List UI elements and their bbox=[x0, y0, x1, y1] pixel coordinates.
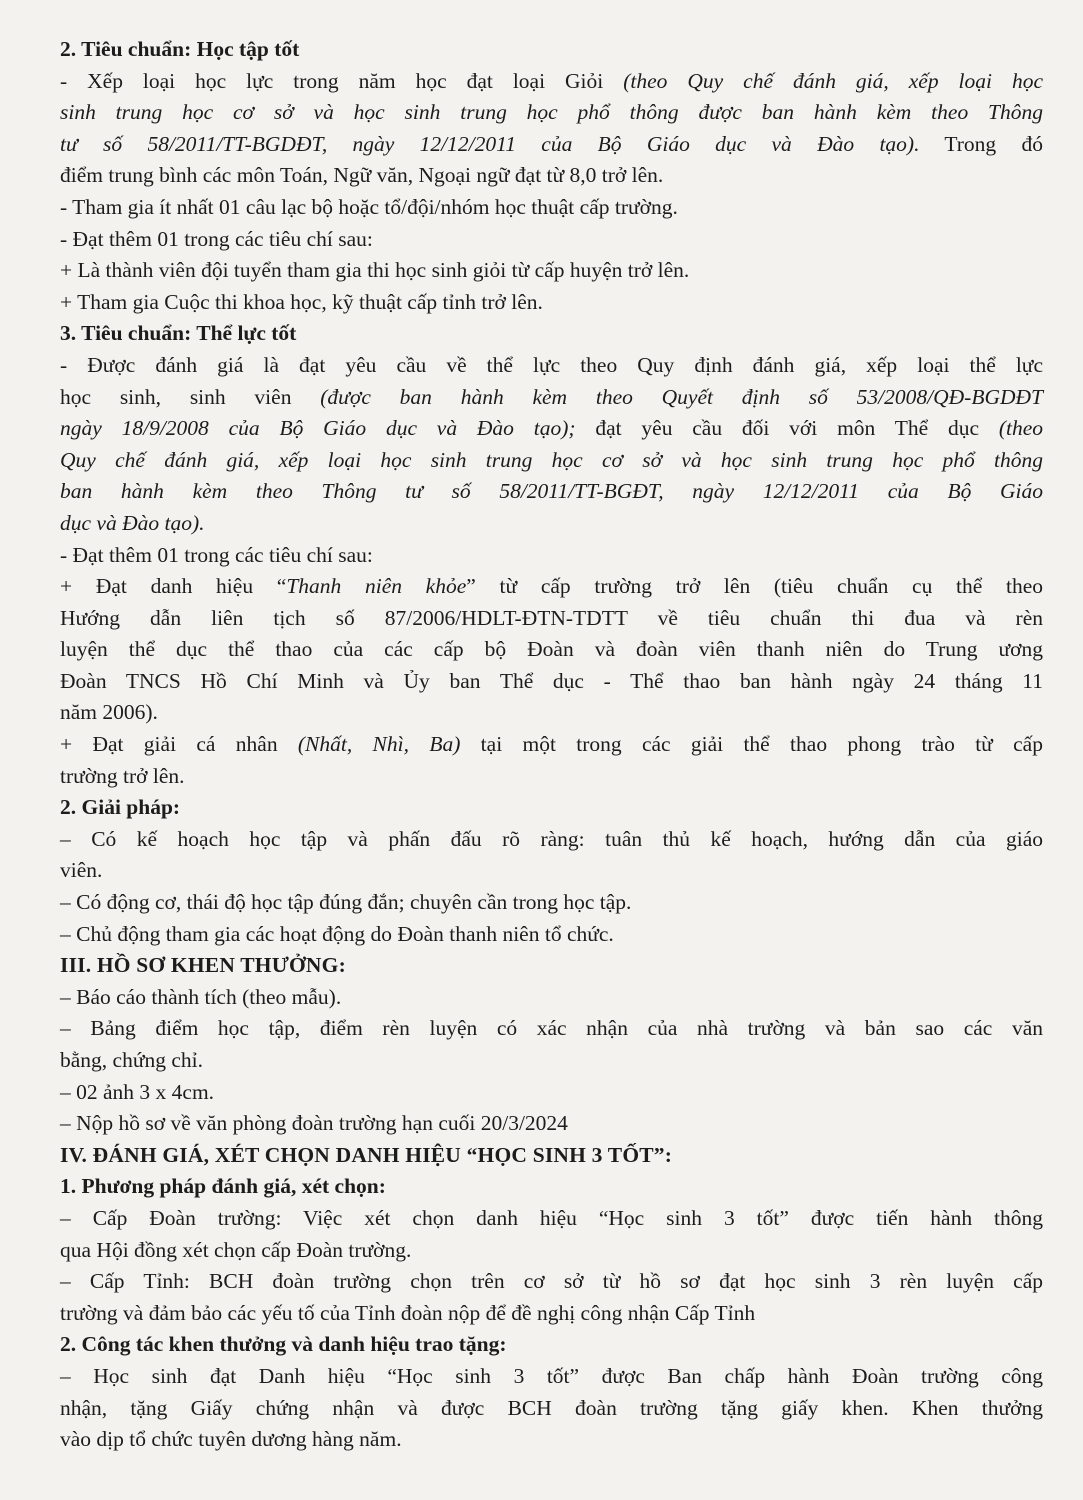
ho-so-bullet-2-end: bằng, chứng chỉ. bbox=[60, 1048, 204, 1072]
giai-phap-bullet-1-end: viên. bbox=[60, 858, 103, 883]
the-luc-bullet-1-cont: học sinh, sinh viên (được ban hành kèm theo Quyết định số 53/2008/QĐ-BGDĐT bbox=[60, 384, 1043, 409]
giai-phap-bullet-2: – Có động cơ, thái độ học tập đúng đắn; chuyên cần trong học tập. bbox=[60, 890, 632, 915]
the-luc-criteria-2-end: trường trở lên. bbox=[60, 763, 185, 788]
hoc-tap-bullet-1-end: điểm trung bình các môn Toán, Ngữ văn, Ngoại ngữ đạt từ 8,0 trở lên. bbox=[60, 163, 664, 188]
phuong-phap-bullet-2: – Cấp Tỉnh: BCH đoàn trường chọn trên cơ sở từ hồ sơ đạt học sinh 3 rèn luyện cấp bbox=[60, 1269, 1043, 1294]
the-luc-bullet-1-cont: ngày 18/9/2008 của Bộ Giáo dục và Đào tạo); đạt yêu cầu đối với môn Thể dục (theo bbox=[60, 416, 1043, 441]
the-luc-criteria-1-cont: Hướng dẫn liên tịch số 87/2006/HDLT-ĐTN-TDTT về tiêu chuẩn thi đua và rèn bbox=[60, 605, 1043, 630]
phuong-phap-bullet-2-end: trường và đảm bảo các yếu tố của Tỉnh đoàn nộp để đề nghị công nhận Cấp Tỉnh bbox=[60, 1300, 756, 1325]
phuong-phap-bullet-1-end: qua Hội đồng xét chọn cấp Đoàn trường. bbox=[60, 1237, 412, 1262]
the-luc-bullet-1-cont: Quy chế đánh giá, xếp loại học sinh trung học cơ sở và học sinh trung học phổ thông bbox=[60, 447, 1043, 472]
ho-so-bullet-1: – Báo cáo thành tích (theo mẫu). bbox=[60, 984, 342, 1009]
the-luc-criteria-1: + Đạt danh hiệu “Thanh niên khỏe” từ cấp trường trở lên (tiêu chuẩn cụ thể theo bbox=[60, 574, 1043, 599]
heading-hoc-tap: 2. Tiêu chuẩn: Học tập tốt bbox=[60, 37, 300, 61]
the-luc-criteria-1-cont: Đoàn TNCS Hồ Chí Minh và Ủy ban Thể dục - Thể thao ban hành ngày 24 tháng 11 bbox=[60, 668, 1043, 693]
ho-so-bullet-3: – 02 ảnh 3 x 4cm. bbox=[60, 1079, 215, 1104]
subheading-khen-thuong: 2. Công tác khen thưởng và danh hiệu trao tặng: bbox=[60, 1332, 507, 1357]
heading-danh-gia: IV. ĐÁNH GIÁ, XÉT CHỌN DANH HIỆU “HỌC SINH 3 TỐT”: bbox=[60, 1142, 673, 1167]
subheading-phuong-phap: 1. Phương pháp đánh giá, xét chọn: bbox=[60, 1174, 386, 1199]
hoc-tap-bullet-2: - Tham gia ít nhất 01 câu lạc bộ hoặc tổ/đội/nhóm học thuật cấp trường. bbox=[60, 194, 678, 219]
giai-phap-bullet-3: – Chủ động tham gia các hoạt động do Đoàn thanh niên tổ chức. bbox=[60, 921, 614, 946]
hoc-tap-bullet-1-cont: tư số 58/2011/TT-BGDĐT, ngày 12/12/2011 của Bộ Giáo dục và Đào tạo). Trong đó bbox=[60, 131, 1043, 156]
the-luc-bullet-1-cont: ban hành kèm theo Thông tư số 58/2011/TT-BGĐT, ngày 12/12/2011 của Bộ Giáo bbox=[60, 479, 1043, 504]
the-luc-bullet-1-end: dục và Đào tạo). bbox=[60, 510, 205, 535]
hoc-tap-bullet-1-cont: sinh trung học cơ sở và học sinh trung học phổ thông được ban hành kèm theo Thông bbox=[60, 100, 1043, 125]
the-luc-bullet-2: - Đạt thêm 01 trong các tiêu chí sau: bbox=[60, 542, 373, 567]
the-luc-criteria-1-end: năm 2006). bbox=[60, 700, 158, 725]
heading-giai-phap: 2. Giải pháp: bbox=[60, 795, 181, 820]
the-luc-criteria-2: + Đạt giải cá nhân (Nhất, Nhì, Ba) tại một trong các giải thể thao phong trào từ cấp bbox=[60, 732, 1043, 757]
ho-so-bullet-2: – Bảng điểm học tập, điểm rèn luyện có xác nhận của nhà trường và bản sao các văn bbox=[60, 1016, 1043, 1041]
heading-ho-so: III. HỒ SƠ KHEN THƯỞNG: bbox=[60, 953, 346, 978]
heading-the-luc: 3. Tiêu chuẩn: Thể lực tốt bbox=[60, 321, 297, 346]
hoc-tap-bullet-1: - Xếp loại học lực trong năm học đạt loại Giỏi (theo Quy chế đánh giá, xếp loại học bbox=[60, 68, 1043, 93]
khen-thuong-bullet-1-end: vào dịp tổ chức tuyên dương hàng năm. bbox=[60, 1427, 402, 1452]
ho-so-bullet-4: – Nộp hồ sơ về văn phòng đoàn trường hạn cuối 20/3/2024 bbox=[60, 1111, 568, 1136]
hoc-tap-bullet-3: - Đạt thêm 01 trong các tiêu chí sau: bbox=[60, 226, 373, 251]
hoc-tap-criteria-2: + Tham gia Cuộc thi khoa học, kỹ thuật cấp tỉnh trở lên. bbox=[60, 289, 543, 314]
the-luc-bullet-1: - Được đánh giá là đạt yêu cầu về thể lực theo Quy định đánh giá, xếp loại thể lực bbox=[60, 352, 1043, 377]
the-luc-criteria-1-cont: luyện thể dục thể thao của các cấp bộ Đoàn và đoàn viên thanh niên do Trung ương bbox=[60, 637, 1043, 662]
khen-thuong-bullet-1: – Học sinh đạt Danh hiệu “Học sinh 3 tốt” được Ban chấp hành Đoàn trường công bbox=[60, 1363, 1043, 1388]
khen-thuong-bullet-1-cont: nhận, tặng Giấy chứng nhận và được BCH đoàn trường tặng giấy khen. Khen thưởng bbox=[60, 1395, 1043, 1420]
phuong-phap-bullet-1: – Cấp Đoàn trường: Việc xét chọn danh hiệu “Học sinh 3 tốt” được tiến hành thông bbox=[60, 1205, 1043, 1230]
hoc-tap-criteria-1: + Là thành viên đội tuyển tham gia thi học sinh giỏi từ cấp huyện trở lên. bbox=[60, 258, 690, 283]
giai-phap-bullet-1: – Có kế hoạch học tập và phấn đấu rõ ràng: tuân thủ kế hoạch, hướng dẫn của giáo bbox=[60, 826, 1043, 851]
